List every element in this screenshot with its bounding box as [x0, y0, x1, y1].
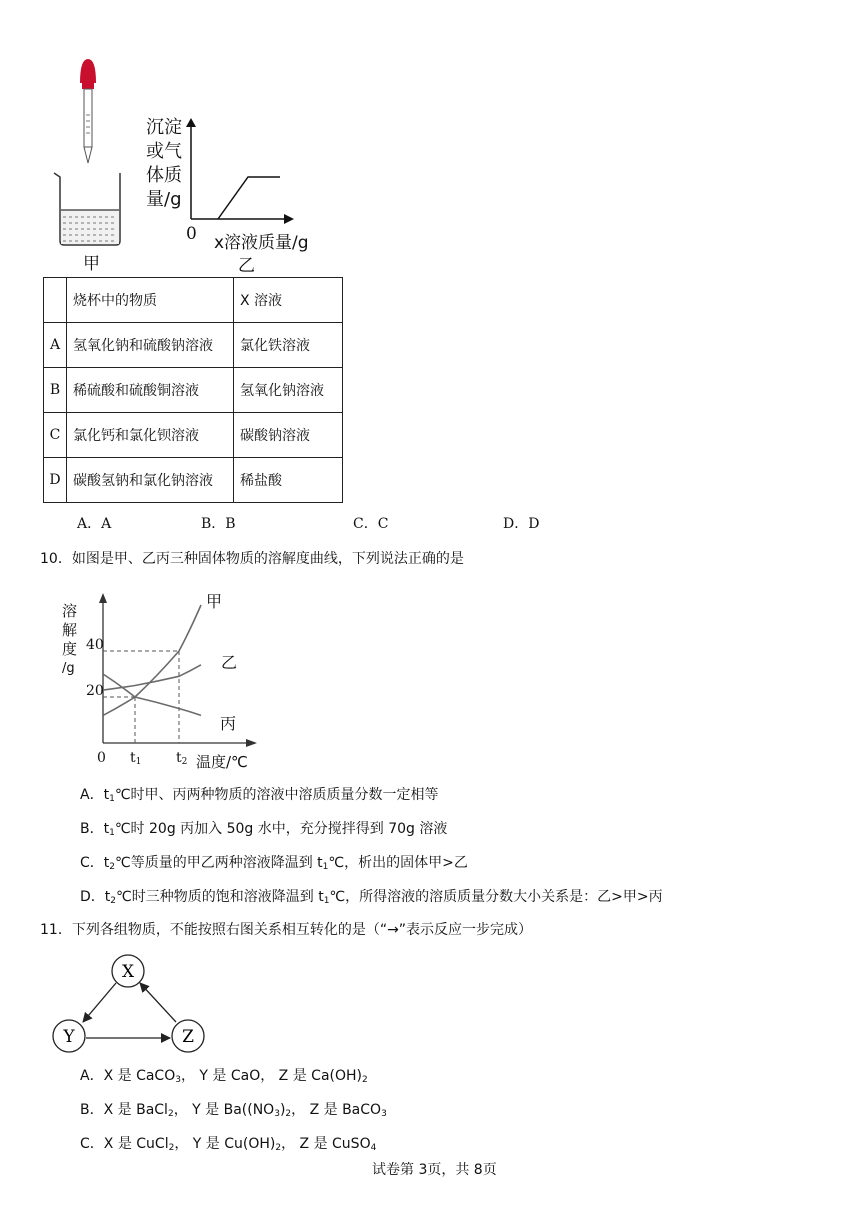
series-label-jia: 甲: [206, 592, 223, 611]
table-cell: 氯化钙和氯化钡溶液: [67, 413, 234, 458]
table-row: [44, 323, 343, 368]
q11-stem: 11．下列各组物质，不能按照右图关系相互转化的是（“→”表示反应一步完成）: [40, 922, 533, 938]
table-cell: 稀硫酸和硫酸铜溶液: [67, 368, 234, 413]
y-tick-20: 20: [86, 683, 104, 699]
arrow-x-to-y: [83, 983, 116, 1022]
solubility-ylabel: 溶 解 度 /g: [62, 602, 78, 676]
table-cell: 碳酸钠溶液: [234, 413, 343, 458]
mass-curve: [218, 177, 280, 219]
node-x-label: X: [121, 962, 135, 982]
label-jia: 甲: [83, 254, 100, 274]
table-header-row: [44, 278, 343, 323]
q10-stem: 10．如图是甲、乙丙三种固体物质的溶解度曲线，下列说法正确的是: [40, 551, 464, 567]
q11-option-c: C．X 是 CuCl$_2$， Y 是 $Cu(OH)_2$， Z 是 CuSO$_4$: [80, 1136, 377, 1153]
origin-q9: 0: [186, 224, 197, 244]
q10-option-d: D．$t_2℃$时三种物质的饱和溶液降温到 $t_1℃$，所得溶液的溶质质量分数大小关系是：乙>甲>丙: [80, 889, 663, 906]
table-header-x: X 溶液: [234, 278, 343, 323]
table-header-beaker: 烧杯中的物质: [67, 278, 234, 323]
node-y-label: Y: [63, 1027, 75, 1047]
q9-option-d: D．D: [503, 516, 540, 532]
q9-option-a: A．A: [77, 516, 112, 532]
table-cell: 氢氧化钠和硫酸钠溶液: [67, 323, 234, 368]
label-yi: 乙: [238, 256, 255, 276]
x-axis-label-temp: 温度/℃: [196, 753, 248, 771]
x-axis-label-q9: x溶液质量/g: [214, 233, 309, 253]
solubility-curve-2: [103, 665, 201, 690]
page-footer: 试卷第 3页，共 8页: [372, 1162, 497, 1178]
table-cell: [44, 278, 67, 323]
q10-option-c: C．$t_2℃$等质量的甲乙两种溶液降温到 $t_1℃$，析出的固体甲>乙: [80, 855, 468, 872]
series-label-bing: 丙: [220, 714, 237, 733]
solubility-origin: 0: [97, 750, 106, 766]
table-row: [44, 458, 343, 503]
q9-option-c: C．C: [353, 516, 389, 532]
node-z-label: Z: [182, 1027, 194, 1047]
table-cell: A: [44, 323, 67, 368]
q9-option-b: B．B: [201, 516, 236, 532]
conversion-diagram: [48, 952, 213, 1057]
arrow-z-to-x: [140, 983, 176, 1022]
substance-table: [43, 277, 343, 503]
table-row: [44, 413, 343, 458]
x-tick-t2: $t_2$: [176, 750, 188, 767]
table-cell: D: [44, 458, 67, 503]
y-tick-40: 40: [86, 637, 104, 653]
q11-option-b: B．X 是 BaCl$_2$， Y 是 $Ba((NO_3)_2$， Z 是 BaCO$_3$: [80, 1102, 387, 1119]
q10-option-a: A．$t_1℃$时甲、丙两种物质的溶液中溶质质量分数一定相等: [80, 787, 439, 804]
q11-option-a: A．X 是 CaCO$_3$， Y 是 CaO， Z 是 $Ca(OH)_2$: [80, 1068, 368, 1085]
table-cell: B: [44, 368, 67, 413]
table-cell: 氢氧化钠溶液: [234, 368, 343, 413]
x-tick-t1: $t_1$: [130, 750, 142, 767]
solubility-curve-1: [103, 605, 201, 715]
table-cell: 氯化铁溶液: [234, 323, 343, 368]
precipitate-graph: [180, 115, 300, 225]
table-cell: 碳酸氢钠和氯化钠溶液: [67, 458, 234, 503]
series-label-yi: 乙: [221, 653, 238, 672]
table-row: [44, 368, 343, 413]
table-cell: C: [44, 413, 67, 458]
y-axis-label-q9: 沉淀 或气 体质 量/g: [146, 117, 182, 210]
q10-option-b: B．$t_1℃$时 20g 丙加入 50g 水中，充分搅拌得到 70g 溶液: [80, 821, 448, 838]
table-cell: 稀盐酸: [234, 458, 343, 503]
dropper-beaker-figure: [50, 55, 130, 250]
